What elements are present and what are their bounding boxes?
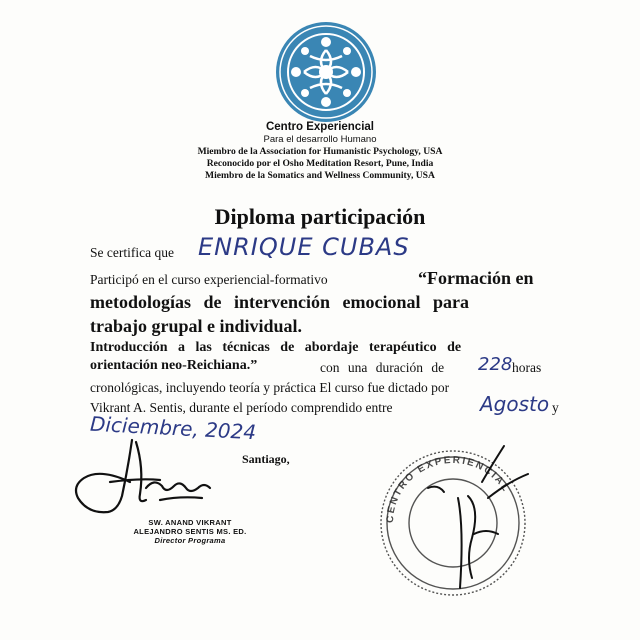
chronological-text: cronológicas, incluyendo teoría y práctica El curso fue dictado por	[90, 380, 450, 395]
org-tagline: Para el desarrollo Humano	[263, 134, 377, 145]
intro-line-2: orientación neo-Reichiana.”	[90, 358, 258, 373]
participant-name: ENRIQUE CUBAS	[198, 233, 410, 261]
signature-line-1: SW. ANAND VIKRANT	[148, 518, 232, 527]
org-name: Centro Experiencial	[265, 121, 374, 133]
instructor-text: Vikrant A. Sentis, durante el período comprendido entre	[90, 400, 393, 415]
start-date-handwritten: Agosto	[480, 392, 550, 416]
signature-role: Director Programa	[154, 536, 226, 545]
membership-line-1: Miembro de la Association for Humanistic Psychology, USA	[197, 146, 443, 157]
institution-stamp-icon	[368, 438, 538, 608]
end-date-handwritten: Diciembre, 2024	[89, 411, 257, 445]
membership-line-2: Reconocido por el Osho Meditation Resort, Pune, India	[206, 158, 434, 169]
conjunction: y	[552, 400, 559, 415]
membership-line-3: Miembro de la Somatics and Wellness Community, USA	[205, 170, 435, 181]
place-label: Santiago,	[242, 452, 290, 466]
participated-text: Participó en el curso experiencial-formativo	[90, 272, 328, 287]
course-title-line-2: metodologías de intervención emocional para	[90, 292, 469, 312]
director-signature-icon	[70, 438, 250, 518]
diploma-title: Diploma participación	[214, 204, 426, 229]
stamp-text: CENTRO EXPERIENCIAL	[384, 454, 512, 524]
course-title-line-3: trabajo grupal e individual.	[90, 316, 303, 336]
hours-suffix: horas	[512, 360, 542, 375]
certify-prefix: Se certifica que	[90, 245, 174, 260]
signature-line-2: ALEJANDRO SENTIS MS. ED.	[133, 527, 247, 536]
course-title-line-1: “Formación en	[418, 268, 534, 288]
intro-line-1: Introducción a las técnicas de abordaje terapéutico de	[90, 340, 462, 355]
hours-handwritten: 228	[478, 354, 513, 375]
duration-prefix: con una duración de	[320, 360, 445, 375]
center-logo-icon	[274, 20, 378, 124]
